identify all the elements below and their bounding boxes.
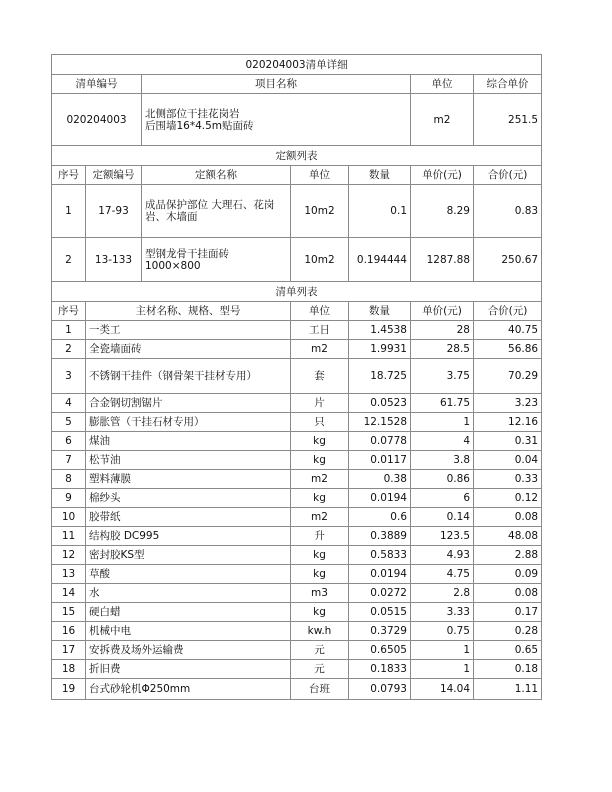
material-row	[52, 470, 542, 489]
material-total: 0.04	[474, 451, 542, 470]
material-no: 17	[52, 641, 86, 660]
bill-name	[142, 94, 411, 146]
header-name-label: 项目名称	[142, 75, 411, 94]
material-price: 3.75	[411, 359, 474, 394]
material-name: 全瓷墙面砖	[86, 340, 291, 359]
material-qty: 0.0194	[349, 489, 411, 508]
material-row	[52, 527, 542, 546]
material-total: 0.65	[474, 641, 542, 660]
quota-section-title: 定额列表	[52, 146, 542, 166]
quota-name	[142, 185, 291, 238]
material-name: 草酸	[86, 565, 291, 584]
material-row	[52, 508, 542, 527]
material-unit: 工日	[291, 321, 349, 340]
material-unit: m2	[291, 340, 349, 359]
material-unit: 升	[291, 527, 349, 546]
header-unit-label: 单位	[411, 75, 474, 94]
materials-section-title: 清单列表	[52, 282, 542, 302]
material-no: 9	[52, 489, 86, 508]
material-no: 15	[52, 603, 86, 622]
material-price: 123.5	[411, 527, 474, 546]
materials-col-header: 数量	[349, 302, 411, 321]
material-unit: kg	[291, 432, 349, 451]
bill-price: 251.5	[474, 94, 542, 146]
material-unit: kg	[291, 489, 349, 508]
quota-code: 13-133	[86, 238, 142, 282]
material-total: 0.33	[474, 470, 542, 489]
quota-col-header: 定额编号	[86, 166, 142, 185]
material-row	[52, 413, 542, 432]
material-name: 膨胀管（干挂石材专用）	[86, 413, 291, 432]
quota-col-header: 合价(元)	[474, 166, 542, 185]
quota-col-header: 序号	[52, 166, 86, 185]
materials-col-header: 主材名称、规格、型号	[86, 302, 291, 321]
material-price: 61.75	[411, 394, 474, 413]
quota-unit: 10m2	[291, 238, 349, 282]
materials-col-header: 单位	[291, 302, 349, 321]
material-qty: 0.3729	[349, 622, 411, 641]
material-total: 0.09	[474, 565, 542, 584]
material-qty: 1.4538	[349, 321, 411, 340]
material-name: 煤油	[86, 432, 291, 451]
header-code-label: 清单编号	[52, 75, 142, 94]
material-row	[52, 660, 542, 679]
quota-name-line2: 1000×800	[145, 259, 201, 272]
material-total: 48.08	[474, 527, 542, 546]
bill-name-line2: 后围墙16*4.5m贴面砖	[145, 119, 254, 132]
materials-header-row	[52, 302, 542, 321]
material-name: 一类工	[86, 321, 291, 340]
material-qty: 0.0515	[349, 603, 411, 622]
material-no: 12	[52, 546, 86, 565]
quota-unit: 10m2	[291, 185, 349, 238]
material-unit: 片	[291, 394, 349, 413]
material-name: 不锈钢干挂件（钢骨架干挂材专用）	[86, 359, 291, 394]
material-qty: 1.9931	[349, 340, 411, 359]
material-total: 70.29	[474, 359, 542, 394]
materials-col-header: 序号	[52, 302, 86, 321]
material-total: 12.16	[474, 413, 542, 432]
material-no: 18	[52, 660, 86, 679]
material-name: 安拆费及场外运输费	[86, 641, 291, 660]
material-unit: 套	[291, 359, 349, 394]
material-no: 6	[52, 432, 86, 451]
material-name: 机械中电	[86, 622, 291, 641]
material-price: 4.93	[411, 546, 474, 565]
material-price: 0.75	[411, 622, 474, 641]
material-unit: m3	[291, 584, 349, 603]
material-unit: m2	[291, 470, 349, 489]
material-price: 0.86	[411, 470, 474, 489]
material-qty: 12.1528	[349, 413, 411, 432]
material-unit: kg	[291, 603, 349, 622]
material-unit: 只	[291, 413, 349, 432]
material-no: 14	[52, 584, 86, 603]
quota-name-line1: 型钢龙骨干挂面砖	[145, 247, 229, 260]
material-row	[52, 641, 542, 660]
quota-col-header: 单价(元)	[411, 166, 474, 185]
material-price: 4	[411, 432, 474, 451]
material-row	[52, 394, 542, 413]
material-qty: 0.5833	[349, 546, 411, 565]
material-no: 4	[52, 394, 86, 413]
quota-price: 8.29	[411, 185, 474, 238]
material-qty: 0.0272	[349, 584, 411, 603]
material-row	[52, 603, 542, 622]
material-unit: kw.h	[291, 622, 349, 641]
material-row	[52, 546, 542, 565]
bill-name-line1: 北侧部位干挂花岗岩	[145, 107, 240, 120]
material-price: 4.75	[411, 565, 474, 584]
material-no: 7	[52, 451, 86, 470]
quota-qty: 0.194444	[349, 238, 411, 282]
material-qty: 0.6	[349, 508, 411, 527]
material-no: 2	[52, 340, 86, 359]
quota-qty: 0.1	[349, 185, 411, 238]
quota-row	[52, 185, 542, 238]
material-row	[52, 321, 542, 340]
material-price: 1	[411, 641, 474, 660]
material-name: 水	[86, 584, 291, 603]
material-qty: 0.0523	[349, 394, 411, 413]
quota-col-header: 单位	[291, 166, 349, 185]
material-row	[52, 622, 542, 641]
material-name: 密封胶KS型	[86, 546, 291, 565]
material-total: 1.11	[474, 679, 542, 700]
material-qty: 0.0793	[349, 679, 411, 700]
quota-code: 17-93	[86, 185, 142, 238]
material-qty: 0.3889	[349, 527, 411, 546]
material-name: 合金钢切割锯片	[86, 394, 291, 413]
material-no: 13	[52, 565, 86, 584]
material-total: 3.23	[474, 394, 542, 413]
quota-name-line2: 岩、木墙面	[145, 211, 198, 223]
material-no: 16	[52, 622, 86, 641]
material-price: 1	[411, 660, 474, 679]
material-row	[52, 432, 542, 451]
quota-no: 1	[52, 185, 86, 238]
quota-no: 2	[52, 238, 86, 282]
material-total: 2.88	[474, 546, 542, 565]
material-unit: kg	[291, 565, 349, 584]
material-qty: 0.0194	[349, 565, 411, 584]
material-total: 0.31	[474, 432, 542, 451]
material-price: 28	[411, 321, 474, 340]
material-row	[52, 679, 542, 700]
material-name: 台式砂轮机Φ250mm	[86, 679, 291, 700]
material-price: 0.14	[411, 508, 474, 527]
materials-col-header: 合价(元)	[474, 302, 542, 321]
material-row	[52, 489, 542, 508]
material-unit: kg	[291, 451, 349, 470]
material-total: 56.86	[474, 340, 542, 359]
quota-col-header: 定额名称	[142, 166, 291, 185]
quota-total: 0.83	[474, 185, 542, 238]
material-row	[52, 451, 542, 470]
material-total: 0.08	[474, 584, 542, 603]
materials-col-header: 单价(元)	[411, 302, 474, 321]
material-price: 3.8	[411, 451, 474, 470]
material-total: 0.28	[474, 622, 542, 641]
material-name: 棉纱头	[86, 489, 291, 508]
material-price: 14.04	[411, 679, 474, 700]
material-total: 0.18	[474, 660, 542, 679]
bill-unit: m2	[411, 94, 474, 146]
quota-row	[52, 238, 542, 282]
quota-header-row	[52, 166, 542, 185]
sheet-title: 020204003清单详细	[52, 55, 542, 75]
material-no: 8	[52, 470, 86, 489]
material-name: 松节油	[86, 451, 291, 470]
material-unit: kg	[291, 546, 349, 565]
material-total: 0.12	[474, 489, 542, 508]
material-name: 硬白蜡	[86, 603, 291, 622]
material-price: 2.8	[411, 584, 474, 603]
material-unit: 元	[291, 641, 349, 660]
material-unit: m2	[291, 508, 349, 527]
material-row	[52, 565, 542, 584]
material-qty: 0.6505	[349, 641, 411, 660]
material-qty: 0.0117	[349, 451, 411, 470]
material-row	[52, 340, 542, 359]
material-row	[52, 359, 542, 394]
bill-detail-table	[51, 54, 542, 700]
material-total: 0.17	[474, 603, 542, 622]
material-no: 1	[52, 321, 86, 340]
material-no: 11	[52, 527, 86, 546]
material-no: 19	[52, 679, 86, 700]
material-total: 0.08	[474, 508, 542, 527]
material-price: 6	[411, 489, 474, 508]
material-unit: 元	[291, 660, 349, 679]
material-qty: 0.0778	[349, 432, 411, 451]
quota-col-header: 数量	[349, 166, 411, 185]
bill-code: 020204003	[52, 94, 142, 146]
material-no: 10	[52, 508, 86, 527]
material-name: 折旧费	[86, 660, 291, 679]
material-name: 结构胶 DC995	[86, 527, 291, 546]
material-no: 3	[52, 359, 86, 394]
material-qty: 0.38	[349, 470, 411, 489]
quota-name	[142, 238, 291, 282]
quota-price: 1287.88	[411, 238, 474, 282]
quota-total: 250.67	[474, 238, 542, 282]
header-price-label: 综合单价	[474, 75, 542, 94]
material-name: 胶带纸	[86, 508, 291, 527]
material-row	[52, 584, 542, 603]
material-no: 5	[52, 413, 86, 432]
material-qty: 18.725	[349, 359, 411, 394]
material-unit: 台班	[291, 679, 349, 700]
material-price: 28.5	[411, 340, 474, 359]
material-name: 塑料薄膜	[86, 470, 291, 489]
material-price: 1	[411, 413, 474, 432]
quota-name-line1: 成品保护部位 大理石、花岗	[145, 199, 275, 211]
material-total: 40.75	[474, 321, 542, 340]
material-price: 3.33	[411, 603, 474, 622]
material-qty: 0.1833	[349, 660, 411, 679]
